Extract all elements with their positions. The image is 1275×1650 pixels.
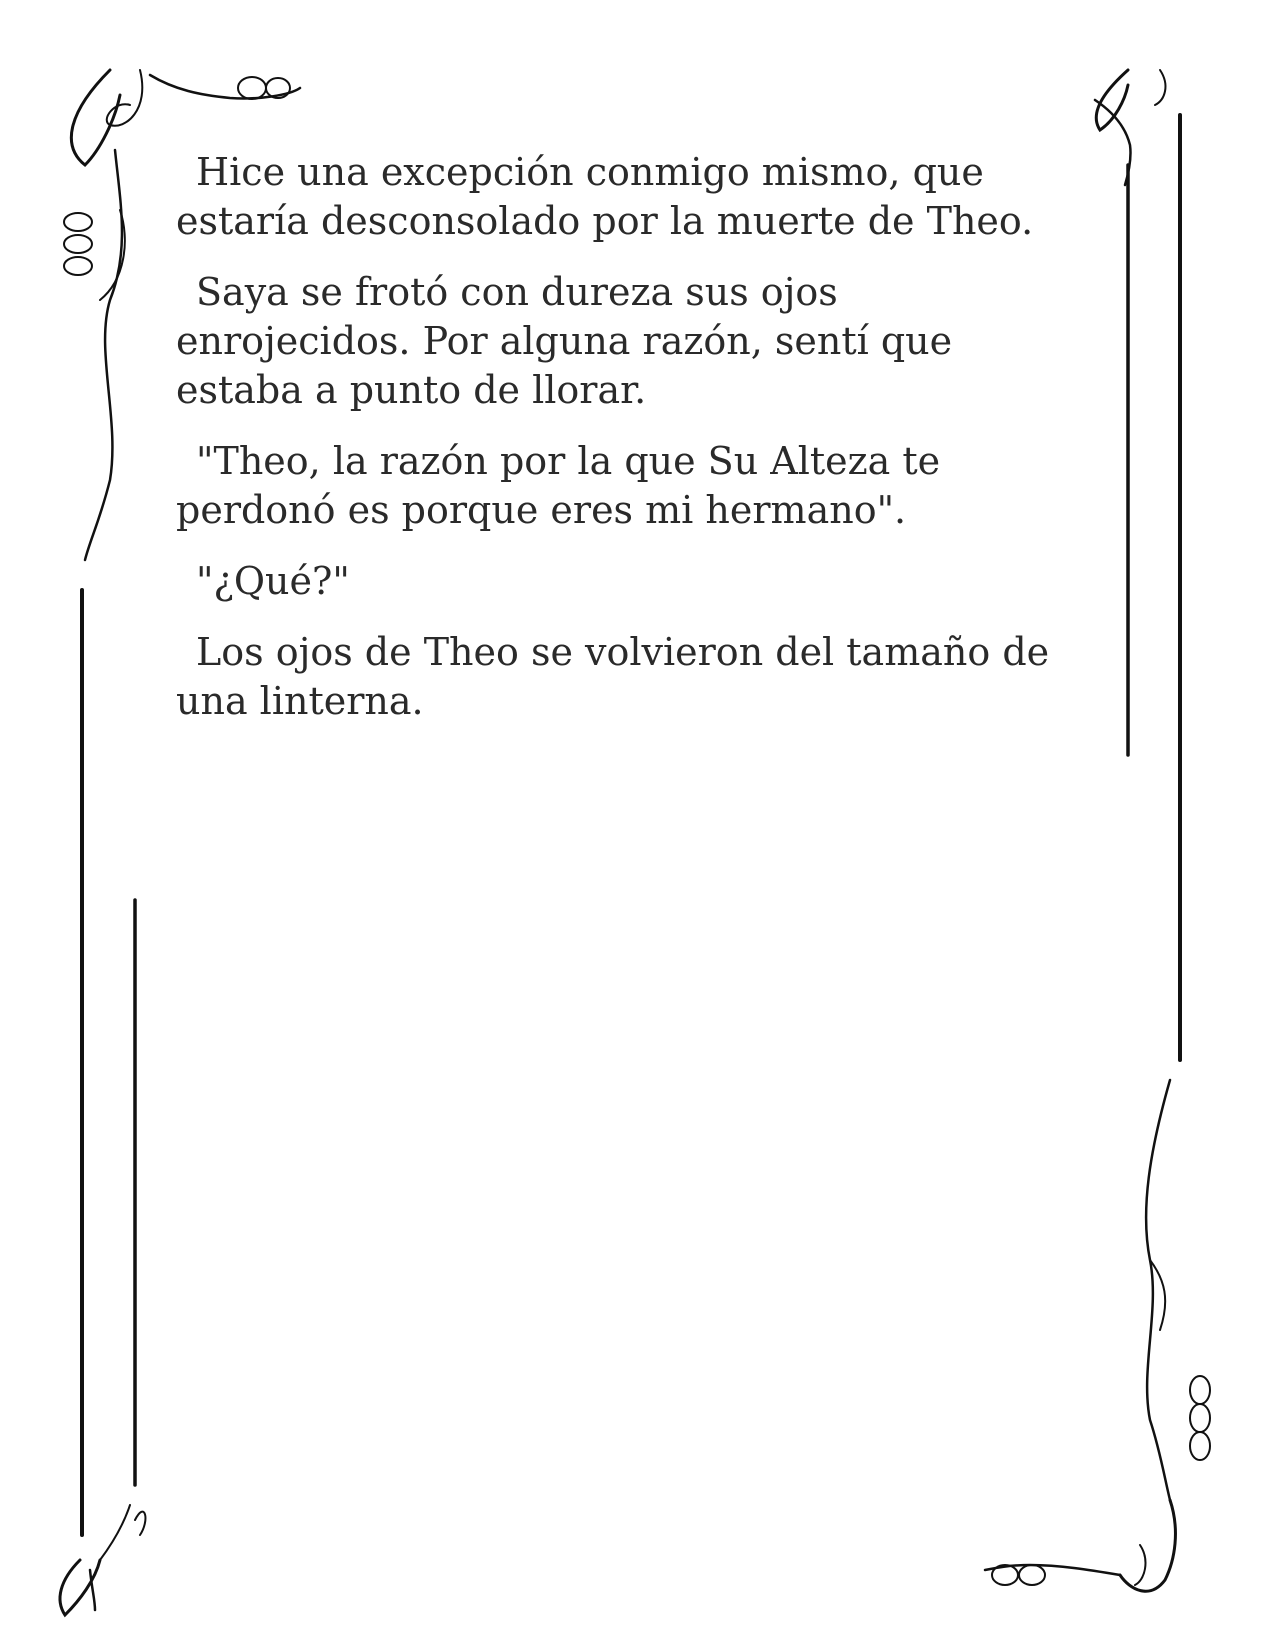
bottom-right-flourish [985,1080,1210,1591]
paragraph: "¿Qué?" [196,559,350,603]
paragraph: "Theo, la razón por la que Su Alteza te perdonó es porque eres mi hermano". [176,439,941,532]
bottom-left-flourish [60,1505,145,1615]
top-right-flourish [1095,70,1165,185]
paragraph: Los ojos de Theo se volvieron del tamaño de una linterna. [176,630,1050,723]
body-text [176,148,1076,748]
paragraph: Hice una excepción conmigo mismo, que estaría desconsolado por la muerte de Theo. [176,150,1034,243]
paragraph: Saya se frotó con dureza sus ojos enrojecidos. Por alguna razón, sentí que estaba a punto de llorar. [176,270,953,412]
